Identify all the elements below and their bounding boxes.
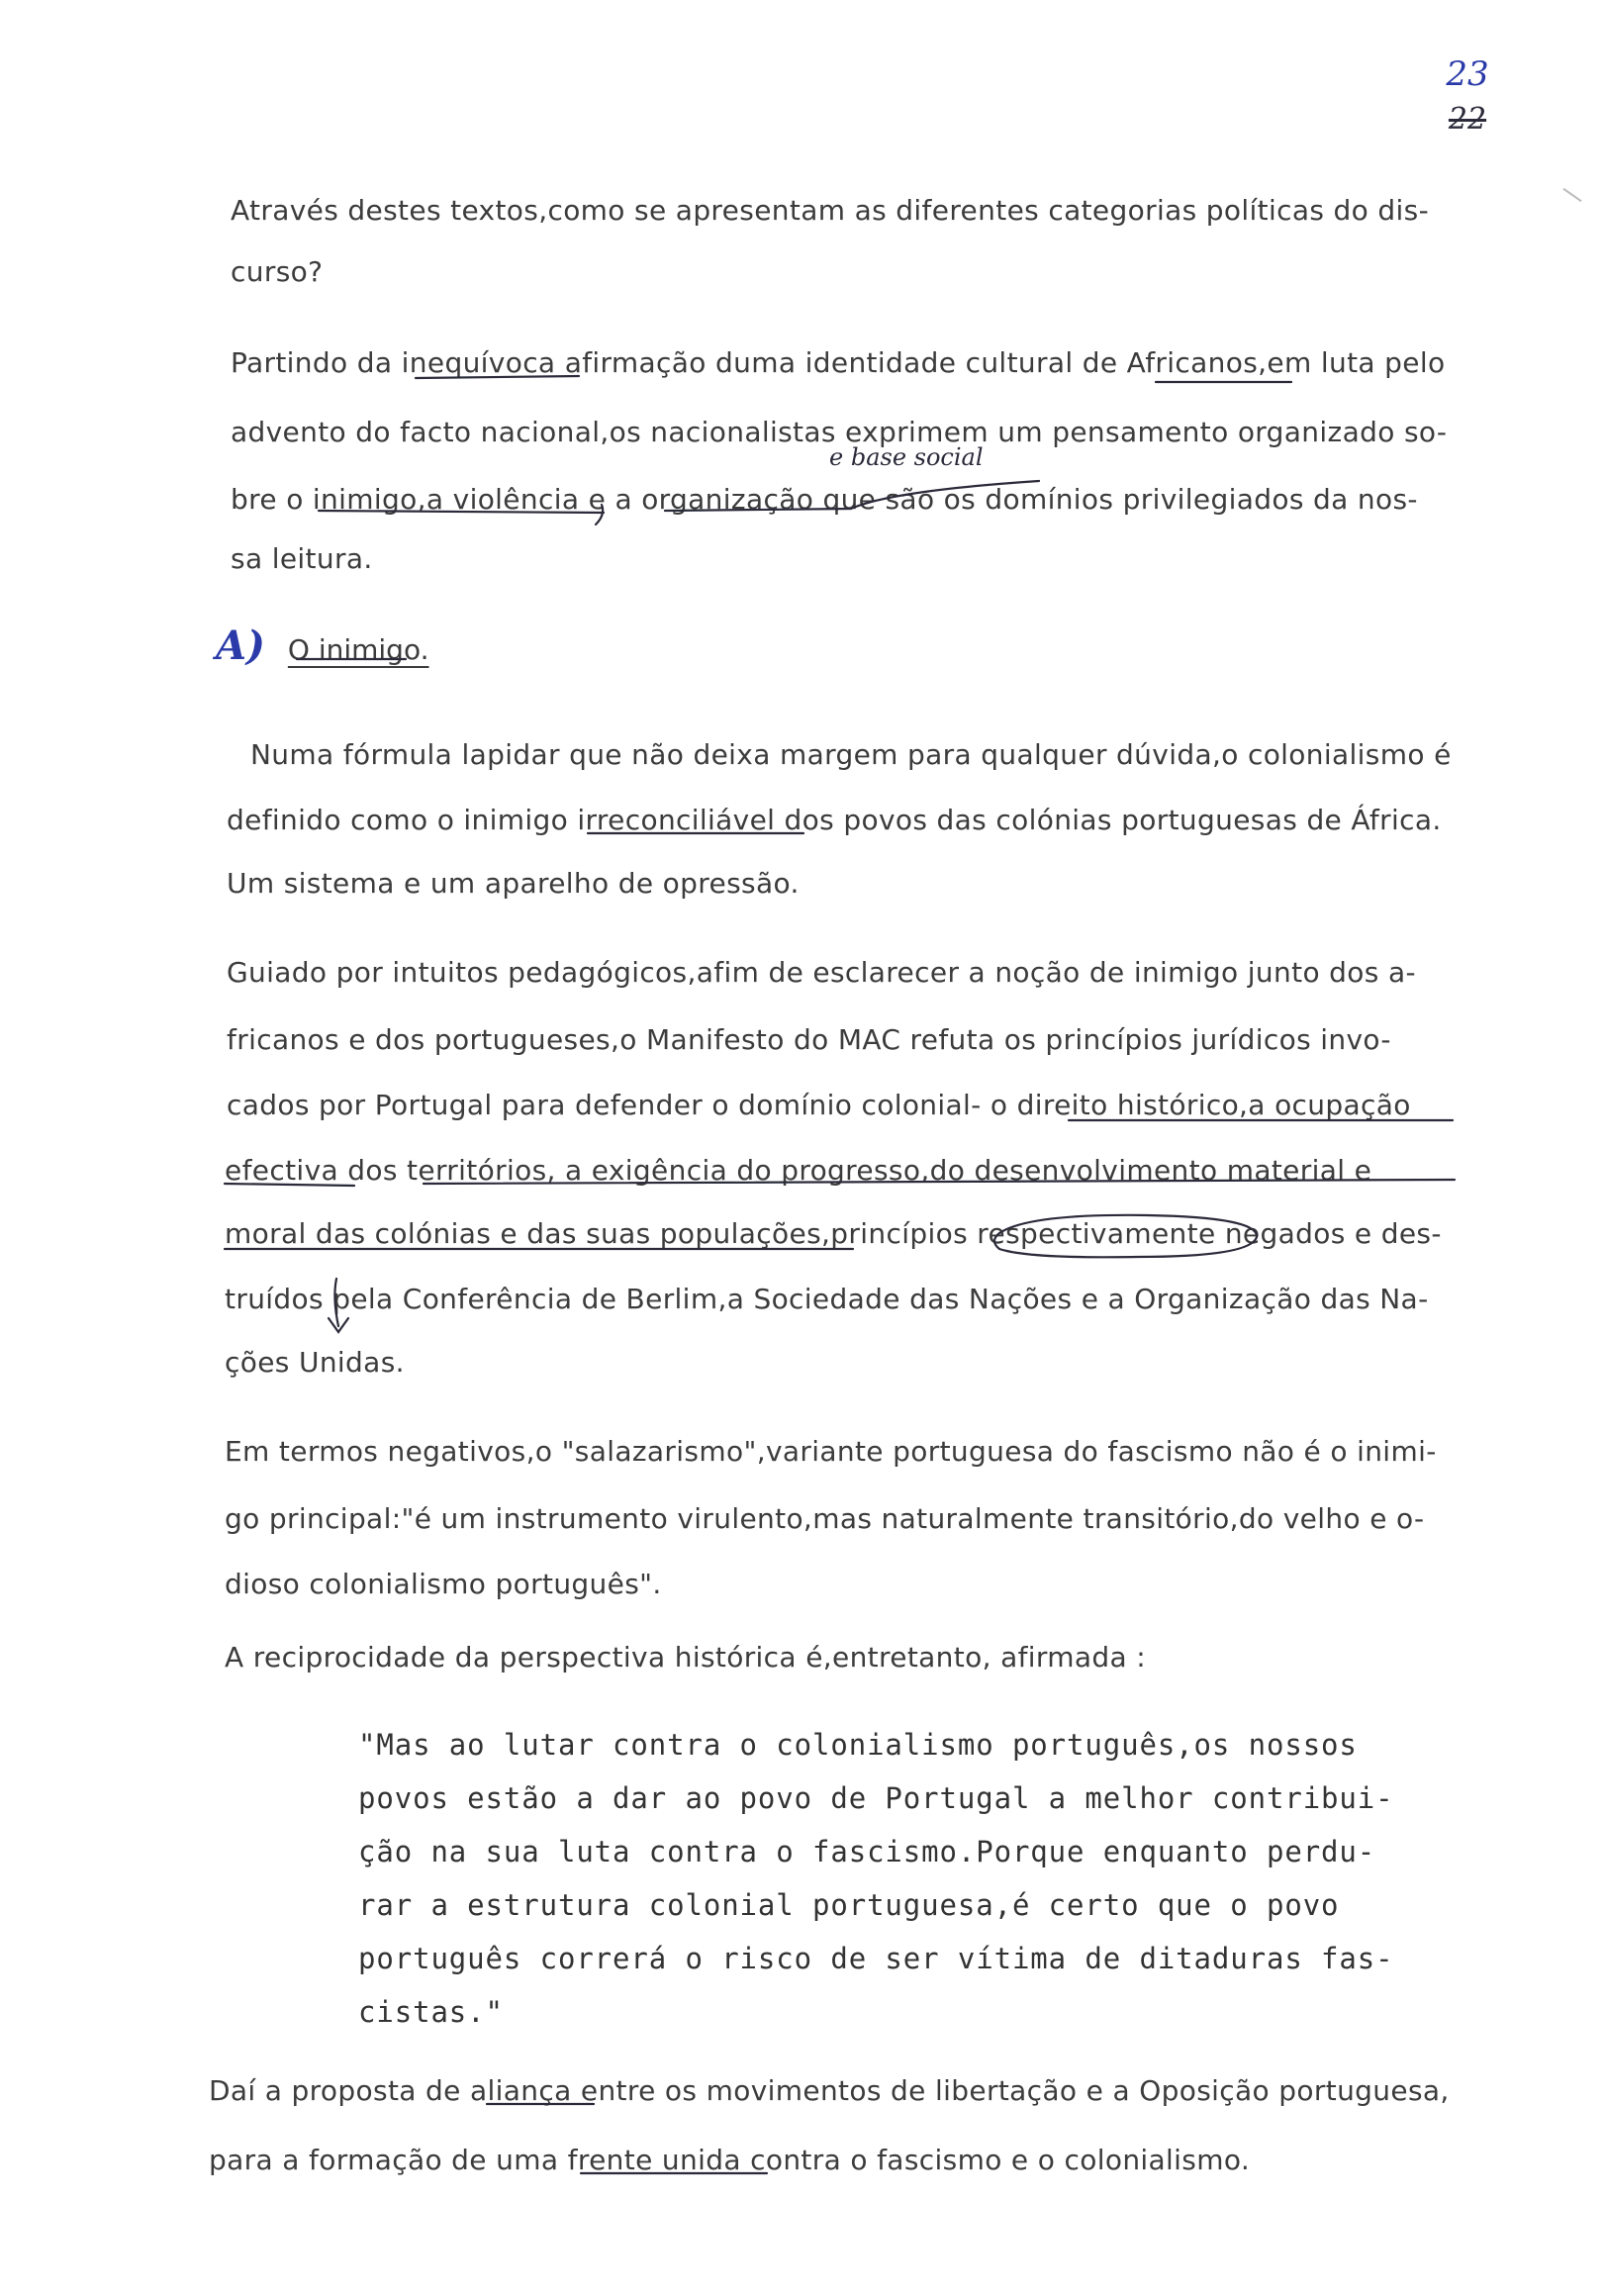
text-line: sa leitura. (231, 542, 373, 575)
text-line: definido como o inimigo irreconciliável dos povos das colónias portuguesas de África. (227, 804, 1442, 836)
quote-line: rar a estrutura colonial portuguesa,é certo que o povo (358, 1888, 1340, 1922)
page-number-old: 22 (1448, 102, 1487, 137)
text-line: fricanos e dos portugueses,o Manifesto do MAC refuta os princípios jurídicos invo- (227, 1023, 1391, 1056)
text-line: Através destes textos,como se apresentam as diferentes categorias políticas do dis- (231, 194, 1430, 227)
quote-line: "Mas ao lutar contra o colonialismo português,os nossos (358, 1728, 1358, 1762)
text-line: A reciprocidade da perspectiva histórica é,entretanto, afirmada : (225, 1641, 1147, 1674)
text-line: efectiva dos territórios, a exigência do progresso,do desenvolvimento material e (225, 1154, 1372, 1187)
quote-line: ção na sua luta contra o fascismo.Porque enquanto perdu- (358, 1835, 1376, 1868)
text-line: moral das colónias e das suas populações,princípios respectivamente negados e des- (225, 1217, 1442, 1250)
quote-line: português correrá o risco de ser vítima de ditaduras fas- (358, 1942, 1394, 1975)
text-line: dioso colonialismo português". (225, 1568, 662, 1600)
text-line: ções Unidas. (225, 1346, 405, 1379)
text-line: para a formação de uma frente unida contra o fascismo e o colonialismo. (209, 2144, 1251, 2176)
text-line: bre o inimigo,a violência e a organização que são os domínios privilegiados da nos- (231, 483, 1418, 516)
text-line: Um sistema e um aparelho de opressão. (227, 867, 800, 900)
text-line: Guiado por intuitos pedagógicos,afim de esclarecer a noção de inimigo junto dos a- (227, 956, 1416, 989)
section-title: O inimigo. (287, 633, 429, 666)
handwritten-insertion: e base social (829, 443, 984, 471)
text-line: cados por Portugal para defender o domínio colonial- o direito histórico,a ocupação (227, 1089, 1411, 1121)
text-line: Daí a proposta de aliança entre os movimentos de libertação e a Oposição portuguesa, (209, 2074, 1450, 2107)
text-line: Partindo da inequívoca afirmação duma identidade cultural de Africanos,em luta pelo (231, 346, 1446, 379)
text-line: truídos pela Conferência de Berlim,a Sociedade das Nações e a Organização das Na- (225, 1283, 1429, 1315)
quote-line: cistas." (358, 1995, 504, 2029)
text-line: go principal:"é um instrumento virulento,mas naturalmente transitório,do velho e o- (225, 1502, 1425, 1535)
text-line: Numa fórmula lapidar que não deixa margem para qualquer dúvida,o colonialismo é (250, 738, 1452, 771)
page-number-current: 23 (1446, 54, 1489, 94)
text-line: Em termos negativos,o "salazarismo",variante portuguesa do fascismo não é o inimi- (225, 1435, 1437, 1468)
quote-line: povos estão a dar ao povo de Portugal a melhor contribui- (358, 1781, 1394, 1815)
section-marker: A) (216, 622, 265, 669)
text-line: advento do facto nacional,os nacionalistas exprimem um pensamento organizado so- (231, 416, 1448, 448)
text-line: curso? (231, 255, 324, 288)
